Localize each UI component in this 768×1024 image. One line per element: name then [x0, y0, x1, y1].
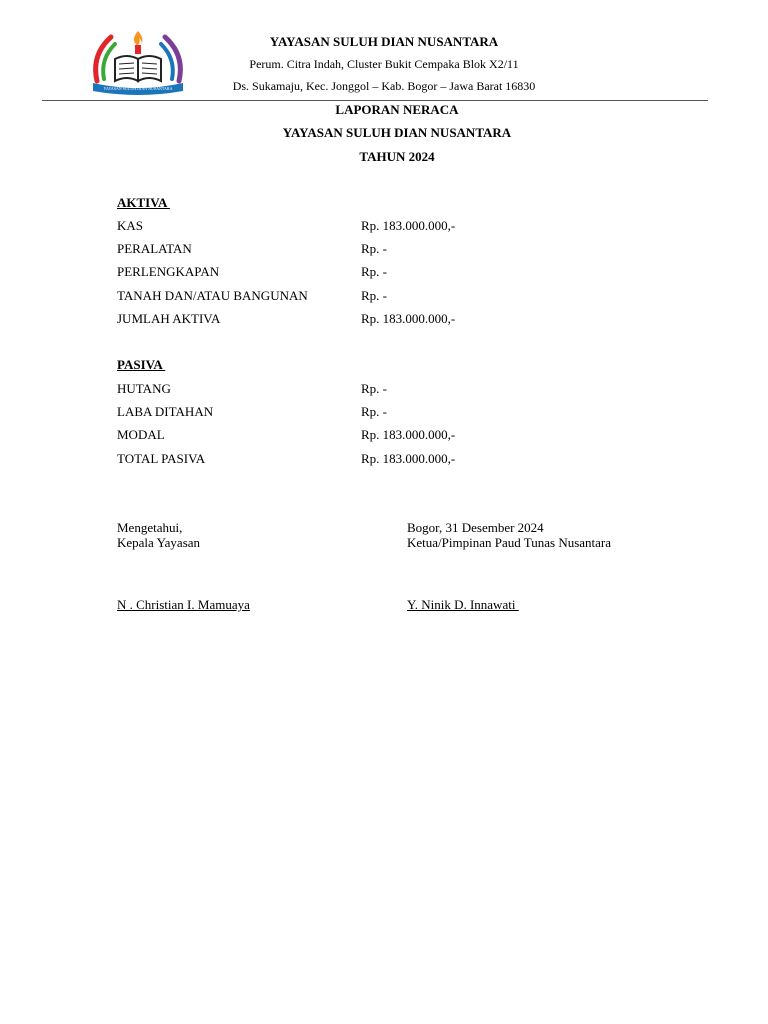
aktiva-row — [117, 288, 617, 306]
aktiva-row-value: Rp. 183.000.000,- — [361, 311, 456, 326]
aktiva-row-label: KAS — [117, 218, 144, 233]
letterhead-divider — [42, 100, 708, 101]
flame-icon — [134, 31, 142, 45]
aktiva-row-value: Rp. - — [361, 264, 387, 279]
signature-right-date: Bogor, 31 Desember 2024 — [407, 520, 544, 535]
signature-right-title: Ketua/Pimpinan Paud Tunas Nusantara — [407, 535, 612, 550]
foundation-logo — [89, 29, 187, 95]
pasiva-row — [117, 404, 617, 422]
report-organization: YAYASAN SULUH DIAN NUSANTARA — [282, 125, 512, 140]
pasiva-heading: PASIVA — [117, 357, 166, 372]
pasiva-row-label: MODAL — [117, 427, 165, 442]
aktiva-row — [117, 218, 617, 236]
aktiva-row-value: Rp. 183.000.000,- — [361, 218, 456, 233]
signature-left-line1: Mengetahui, — [117, 520, 183, 535]
letterhead-address-line2: Ds. Sukamaju, Kec. Jonggol – Kab. Bogor – Jawa Barat 16830 — [232, 79, 536, 93]
aktiva-row-value: Rp. - — [361, 241, 387, 256]
aktiva-row — [117, 241, 617, 259]
aktiva-row-label: PERALATAN — [117, 241, 192, 256]
letterhead-organization: YAYASAN SULUH DIAN NUSANTARA — [269, 34, 499, 49]
pasiva-row — [117, 427, 617, 445]
aktiva-row-value: Rp. - — [361, 288, 387, 303]
report-period: TAHUN 2024 — [359, 149, 435, 164]
aktiva-heading: AKTIVA — [117, 195, 170, 210]
pasiva-row — [117, 381, 617, 399]
pasiva-row-label: HUTANG — [117, 381, 171, 396]
aktiva-row-label: TANAH DAN/ATAU BANGUNAN — [117, 288, 308, 303]
pasiva-row-value: Rp. - — [361, 381, 387, 396]
report-title: LAPORAN NERACA — [335, 102, 459, 117]
pasiva-row-label: LABA DITAHAN — [117, 404, 214, 419]
pasiva-row-value: Rp. 183.000.000,- — [361, 451, 456, 466]
signature-left-name: N . Christian I. Mamuaya — [117, 597, 250, 612]
aktiva-row-label: JUMLAH AKTIVA — [117, 311, 221, 326]
aktiva-row — [117, 264, 617, 282]
logo-banner-text: YAYASAN SULUH DIAN NUSANTARA — [103, 86, 173, 91]
pasiva-row-value: Rp. 183.000.000,- — [361, 427, 456, 442]
signature-right-name: Y. Ninik D. Innawati — [407, 597, 519, 612]
pasiva-row-label: TOTAL PASIVA — [117, 451, 206, 466]
pasiva-row-value: Rp. - — [361, 404, 387, 419]
aktiva-row-label: PERLENGKAPAN — [117, 264, 220, 279]
pasiva-total-row — [117, 451, 617, 469]
aktiva-total-row — [117, 311, 617, 329]
signature-left-title: Kepala Yayasan — [117, 535, 201, 550]
letterhead-address-line1: Perum. Citra Indah, Cluster Bukit Cempaka Blok X2/11 — [249, 57, 519, 71]
